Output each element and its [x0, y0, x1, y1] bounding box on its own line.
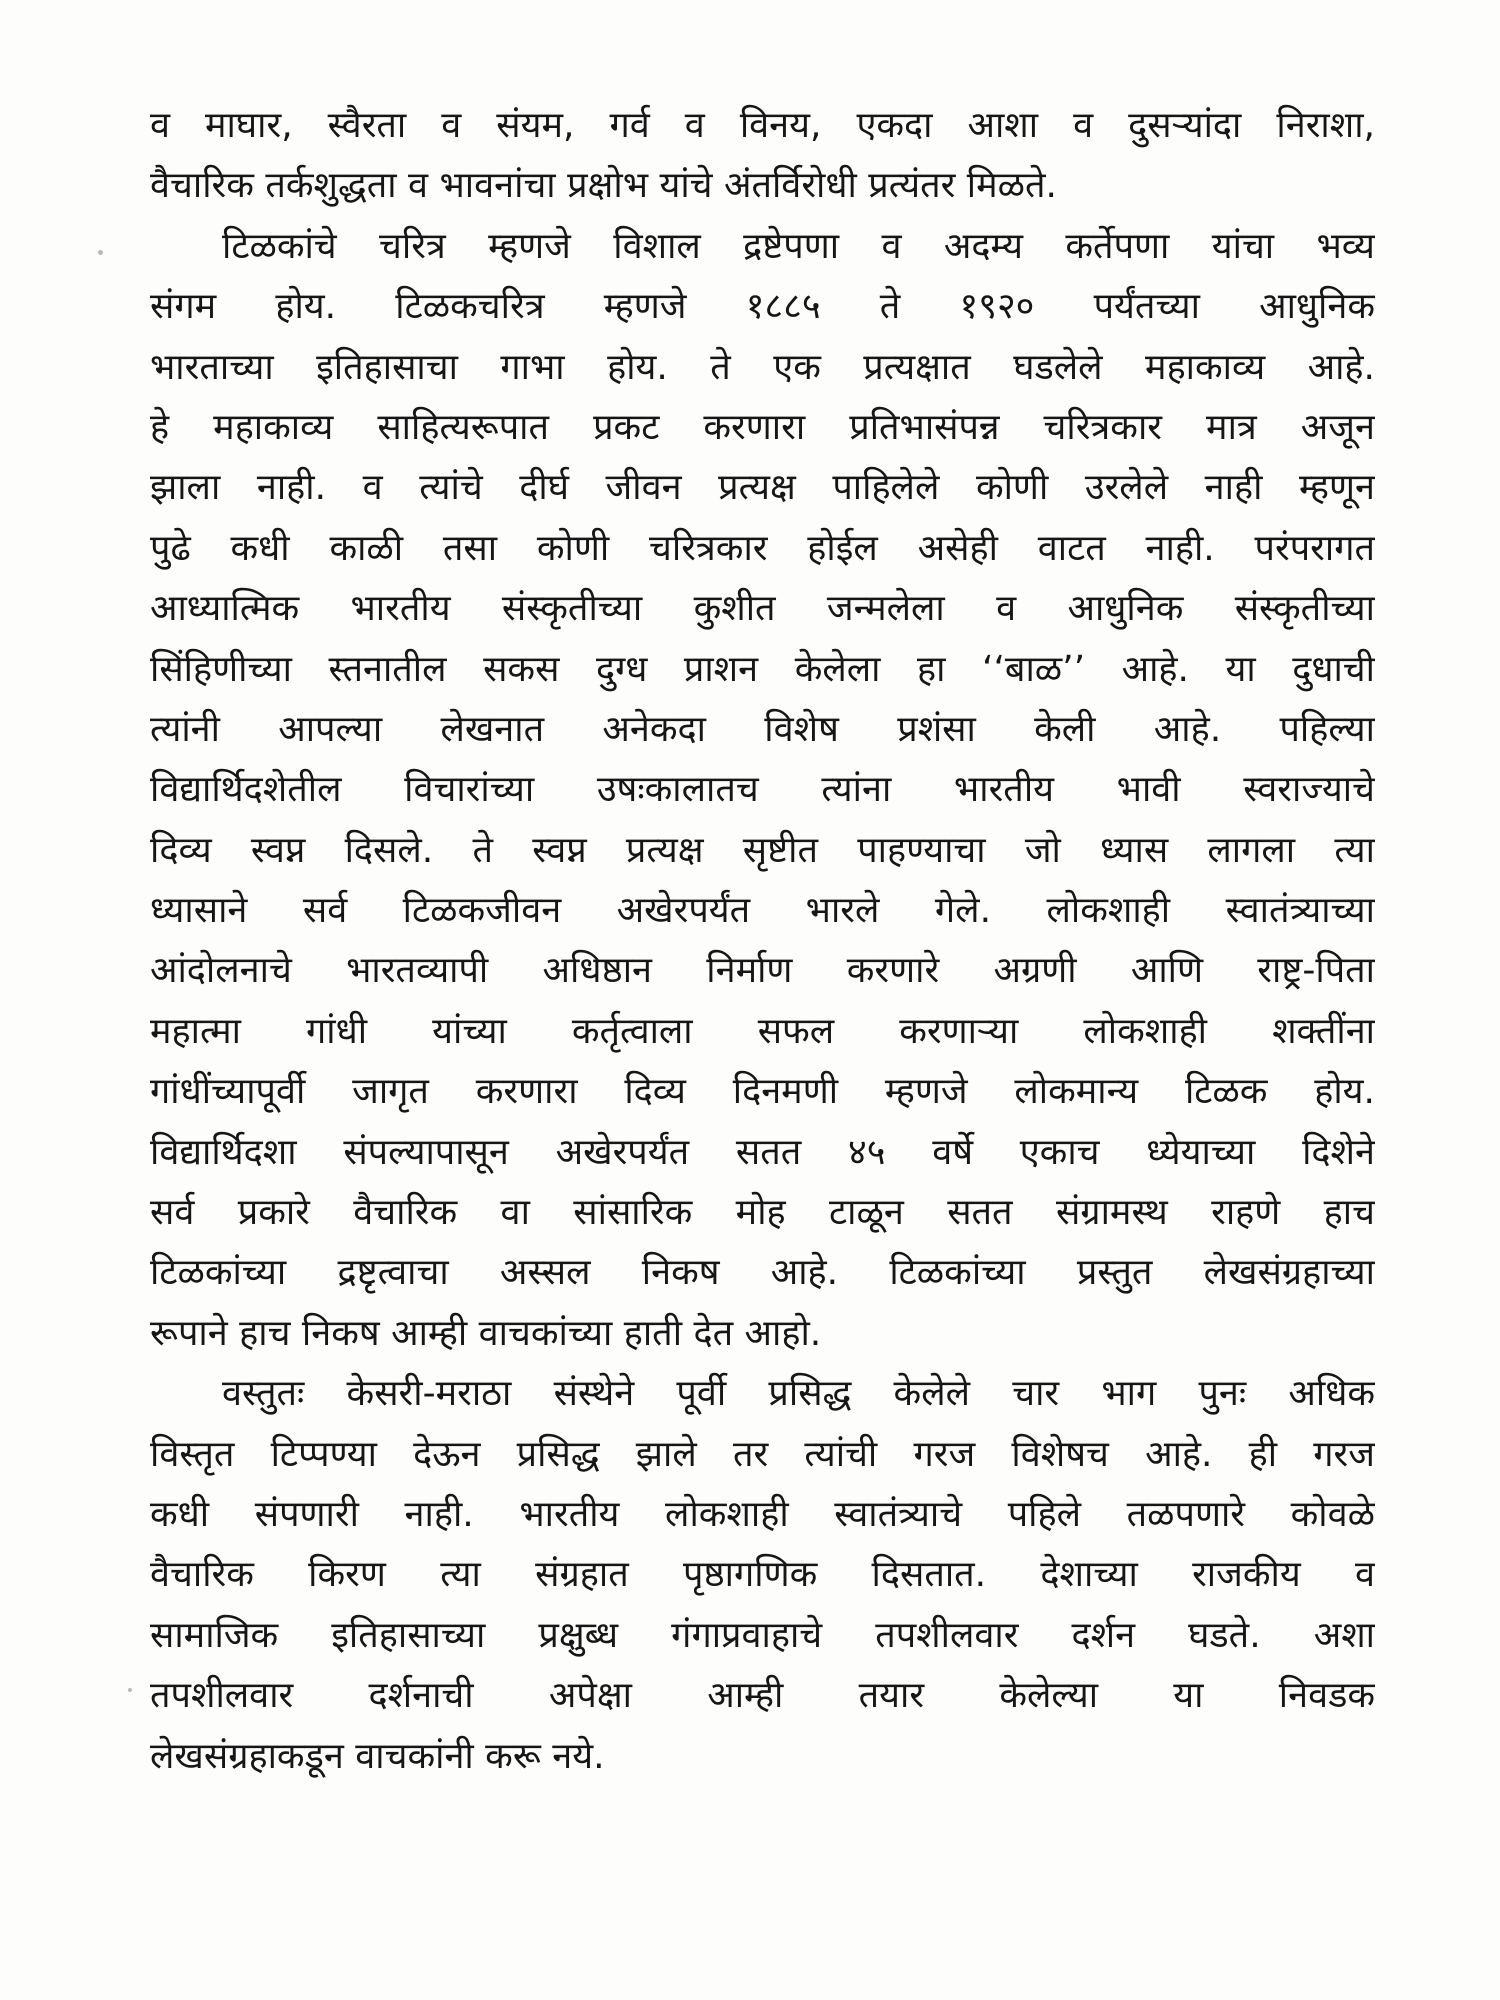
text-line: टिळकांच्या द्रष्टृत्वाचा अस्सल निकष आहे. टिळकांच्या प्रस्तुत लेखसंग्रहाच्या [150, 1252, 1375, 1294]
text-line: विद्यार्थिदशा संपल्यापासून अखेरपर्यंत सतत ४५ वर्षे एकाच ध्येयाच्या दिशेने [150, 1131, 1375, 1173]
text-line: सर्व प्रकारे वैचारिक वा सांसारिक मोह टाळून सतत संग्रामस्थ राहणे हाच [150, 1192, 1375, 1234]
text-line: सिंहिणीच्या स्तनातील सकस दुग्ध प्राशन केलेला हा ‘‘बाळ’’ आहे. या दुधाची [150, 648, 1375, 690]
text-line: कधी संपणारी नाही. भारतीय लोकशाही स्वातंत्र्याचे पहिले तळपणारे कोवळे [150, 1493, 1375, 1535]
scan-speck [98, 250, 103, 255]
body-text [150, 96, 1375, 1787]
text-line: आध्यात्मिक भारतीय संस्कृतीच्या कुशीत जन्मलेला व आधुनिक संस्कृतीच्या [150, 588, 1375, 630]
text-line: गांधींच्यापूर्वी जागृत करणारा दिव्य दिनमणी म्हणजे लोकमान्य टिळक होय. [150, 1071, 1375, 1113]
scan-speck [128, 1688, 132, 1692]
text-line: हे महाकाव्य साहित्यरूपात प्रकट करणारा प्रतिभासंपन्न चरित्रकार मात्र अजून [150, 406, 1375, 448]
text-line: लेखसंग्रहाकडून वाचकांनी करू नये. [150, 1735, 605, 1777]
paragraph-1 [150, 96, 1375, 217]
text-line: रूपाने हाच निकष आम्ही वाचकांच्या हाती देत आहो. [150, 1312, 822, 1354]
text-line: व माघार, स्वैरता व संयम, गर्व व विनय, एकदा आशा व दुसऱ्यांदा निराशा, [150, 105, 1375, 146]
text-line: विद्यार्थिदशेतील विचारांच्या उषःकालातच त्यांना भारतीय भावी स्वराज्याचे [150, 769, 1375, 811]
text-line: वस्तुतः केसरी-मराठा संस्थेने पूर्वी प्रसिद्ध केलेले चार भाग पुनः अधिक [222, 1373, 1375, 1415]
text-line: विस्तृत टिप्पण्या देऊन प्रसिद्ध झाले तर त्यांची गरज विशेषच आहे. ही गरज [150, 1433, 1375, 1475]
text-line: महात्मा गांधी यांच्या कर्तृत्वाला सफल करणाऱ्या लोकशाही शक्तींना [150, 1010, 1375, 1052]
text-line: दिव्य स्वप्न दिसले. ते स्वप्न प्रत्यक्ष सृष्टीत पाहण्याचा जो ध्यास लागला त्या [150, 829, 1375, 871]
text-line: संगम होय. टिळकचरित्र म्हणजे १८८५ ते १९२० पर्यंतच्या आधुनिक [150, 286, 1375, 328]
paragraph-3 [150, 1364, 1375, 1787]
text-line: तपशीलवार दर्शनाची अपेक्षा आम्ही तयार केलेल्या या निवडक [150, 1675, 1375, 1717]
text-line: भारताच्या इतिहासाचा गाभा होय. ते एक प्रत्यक्षात घडलेले महाकाव्य आहे. [150, 346, 1375, 388]
text-line: वैचारिक किरण त्या संग्रहात पृष्ठागणिक दिसतात. देशाच्या राजकीय व [150, 1554, 1375, 1596]
text-line: पुढे कधी काळी तसा कोणी चरित्रकार होईल असेही वाटत नाही. परंपरागत [150, 527, 1375, 569]
text-line: त्यांनी आपल्या लेखनात अनेकदा विशेष प्रशंसा केली आहे. पहिल्या [150, 708, 1375, 750]
paragraph-2 [150, 217, 1375, 1364]
text-line: सामाजिक इतिहासाच्या प्रक्षुब्ध गंगाप्रवाहाचे तपशीलवार दर्शन घडते. अशा [150, 1614, 1375, 1656]
text-line: वैचारिक तर्कशुद्धता व भावनांचा प्रक्षोभ यांचे अंतर्विरोधी प्रत्यंतर मिळते. [150, 165, 1057, 207]
text-line: ध्यासाने सर्व टिळकजीवन अखेरपर्यंत भारले गेले. लोकशाही स्वातंत्र्याच्या [150, 890, 1375, 932]
text-line: टिळकांचे चरित्र म्हणजे विशाल द्रष्टेपणा व अदम्य कर्तेपणा यांचा भव्य [222, 225, 1375, 267]
text-line: झाला नाही. व त्यांचे दीर्घ जीवन प्रत्यक्ष पाहिलेले कोणी उरलेले नाही म्हणून [150, 467, 1375, 509]
text-line: आंदोलनाचे भारतव्यापी अधिष्ठान निर्माण करणारे अग्रणी आणि राष्ट्र-पिता [150, 950, 1375, 992]
